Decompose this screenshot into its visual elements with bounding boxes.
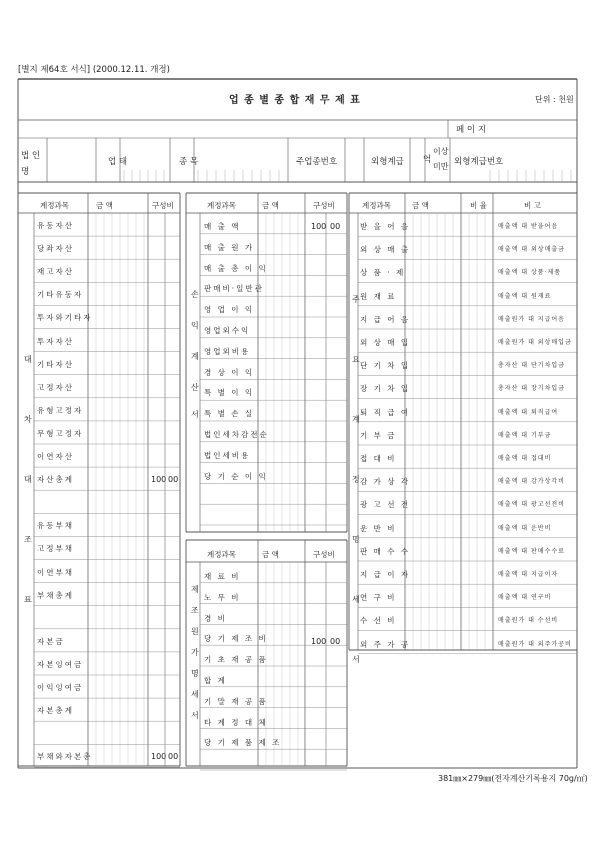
ratio-remark-5: 매출원가 대 외상매입금 bbox=[498, 339, 572, 346]
ratio-row-label-9: 기 부 금 bbox=[360, 430, 397, 440]
ratio-remark-16: 매출액 대 연구비 bbox=[498, 594, 552, 602]
cost-side-7: 서 bbox=[191, 711, 199, 720]
cost-side-2: 조 bbox=[191, 606, 199, 615]
ratio-remark-15: 매출액 대 지급이자 bbox=[498, 571, 559, 578]
is-row-label-10: 법인세차감전순 bbox=[204, 430, 269, 439]
form-number: [별지 제64호 서식] (2000.12.11. 개정) bbox=[18, 65, 170, 75]
cost-value: 100 bbox=[311, 637, 327, 646]
ratio-side-3: 계 bbox=[352, 415, 360, 424]
ratio-remark-11: 매출액 대 감가상각비 bbox=[498, 478, 565, 486]
ratio-account-header: 계정과목 bbox=[362, 201, 391, 210]
ratio-remark-3: 매출액 대 원재료 bbox=[498, 292, 552, 300]
item-label: 종 목 bbox=[179, 157, 199, 167]
is-row-label-2: 매 출 총 이 익 bbox=[204, 263, 268, 273]
unit-label: 단위 : 천원 bbox=[535, 95, 574, 104]
ratio-row-label-16: 연 구 비 bbox=[360, 593, 397, 603]
is-ratio-header: 구성비 bbox=[313, 201, 335, 210]
ratio-row-label-5: 외 상 매 입 bbox=[360, 338, 411, 347]
total-asset-value: 100 bbox=[151, 475, 167, 484]
ratio-row-label-18: 외 주 가 공 bbox=[360, 639, 411, 649]
ratio-side-7: 서 bbox=[352, 655, 360, 664]
ratio-row-label-10: 접 대 비 bbox=[360, 454, 397, 463]
cost-row-label-8: 당 기 제 품 제 조 bbox=[204, 738, 282, 748]
ratio-side-1: 주 bbox=[352, 295, 360, 304]
sales-dec: 00 bbox=[330, 222, 341, 231]
ratio-side-6: 세 bbox=[352, 595, 360, 604]
bs-row-label-5: 투자자산 bbox=[37, 336, 74, 346]
bs-account-header: 계정과목 bbox=[40, 201, 69, 210]
bs-row-label-20: 이익잉여금 bbox=[37, 683, 84, 692]
cost-row-label-6: 기 말 재 공 품 bbox=[204, 696, 268, 706]
ratio-remark-2: 매출액 대 상품·제품 bbox=[498, 269, 562, 277]
bs-row-label-9: 무형고정자 bbox=[37, 428, 84, 438]
ratio-row-label-12: 광 고 선 전 bbox=[360, 500, 411, 510]
bs-row-label-18: 자본금 bbox=[37, 636, 65, 646]
bs-row-label-14: 고정부채 bbox=[37, 544, 74, 554]
bs-amount-header: 금 액 bbox=[96, 201, 113, 210]
cost-side-1: 제 bbox=[191, 585, 199, 594]
ratio-remark-9: 매출액 대 기부금 bbox=[498, 431, 552, 439]
sales-value: 100 bbox=[311, 222, 327, 231]
page-label: 페 이 지 bbox=[456, 125, 487, 135]
bs-ratio-header: 구성비 bbox=[152, 201, 174, 210]
ratio-remark-12: 매출액 대 광고선전비 bbox=[498, 501, 565, 509]
ratio-remark-17: 매출원가 대 수선비 bbox=[498, 617, 559, 625]
is-account-header: 계정과목 bbox=[207, 201, 236, 210]
total-dec: 00 bbox=[168, 752, 179, 761]
cost-row-label-1: 노 무 비 bbox=[204, 592, 241, 602]
ratio-row-label-8: 퇴 직 급 여 bbox=[360, 407, 411, 417]
is-row-label-1: 매 출 원 가 bbox=[204, 242, 255, 252]
ratio-row-label-7: 장 기 차 입 bbox=[360, 384, 411, 394]
is-amount-header: 금 액 bbox=[262, 201, 279, 210]
ratio-side-2: 요 bbox=[352, 355, 360, 364]
ratio-remark-10: 매출액 대 접대비 bbox=[498, 455, 552, 462]
cost-row-label-3: 당 기 제 조 비 bbox=[204, 634, 268, 644]
is-row-label-12: 당 기 순 이 익 bbox=[204, 471, 268, 481]
ratio-remark-0: 매출액 대 받을어음 bbox=[498, 223, 559, 230]
bs-row-label-23: 부채와자본총 bbox=[37, 752, 93, 762]
cost-row-label-0: 재 료 비 bbox=[204, 572, 241, 581]
biz-reg-label: 주업종번호 bbox=[296, 157, 338, 167]
bs-side-1: 대 bbox=[24, 355, 32, 364]
bs-row-label-3: 기타유동자 bbox=[37, 290, 84, 300]
is-side-5: 서 bbox=[191, 410, 199, 419]
remark-header: 비 고 bbox=[524, 201, 541, 210]
ratio-remark-4: 매출원가 대 지급어음 bbox=[498, 315, 565, 323]
is-row-label-9: 특 별 손 실 bbox=[204, 409, 255, 419]
bs-row-label-1: 당좌자산 bbox=[37, 244, 74, 254]
bs-row-label-2: 재고자산 bbox=[37, 267, 74, 277]
ratio-row-label-13: 운 반 비 bbox=[360, 523, 397, 533]
is-row-label-6: 영업외비용 bbox=[204, 346, 251, 356]
audit-code-label: 외형계급번호 bbox=[454, 157, 504, 167]
ratio-row-label-0: 받 을 어 음 bbox=[360, 222, 411, 231]
page-title: 업 종 별 종 합 재 무 제 표 bbox=[229, 95, 361, 106]
is-side-1: 손 bbox=[191, 290, 199, 299]
ratio-row-label-15: 지 급 이 자 bbox=[360, 570, 411, 579]
total-value: 100 bbox=[151, 752, 167, 761]
ratio-remark-1: 매출액 대 외상매출금 bbox=[498, 246, 565, 254]
business-type-label: 업 태 bbox=[108, 157, 128, 167]
scale-below: 미만 bbox=[433, 162, 449, 171]
cost-row-label-5: 합 계 bbox=[204, 676, 227, 685]
is-side-4: 산 bbox=[191, 383, 199, 392]
cost-side-3: 원 bbox=[191, 627, 199, 636]
cost-row-label-4: 기 초 재 공 품 bbox=[204, 655, 268, 665]
audit-label: 외형계급 bbox=[371, 157, 404, 167]
is-row-label-4: 영 업 이 익 bbox=[204, 305, 255, 315]
ratio-row-label-6: 단 기 차 입 bbox=[360, 361, 411, 371]
cost-amount-header: 금 액 bbox=[262, 550, 279, 559]
ratio-row-label-14: 판 매 수 수 bbox=[360, 546, 411, 556]
is-side-2: 익 bbox=[191, 321, 199, 330]
bs-row-label-8: 유형고정자 bbox=[37, 405, 84, 415]
cost-row-label-2: 경 비 bbox=[204, 613, 227, 623]
scale-above: 이상 bbox=[433, 147, 449, 156]
ratio-remark-8: 매출액 대 퇴직급여 bbox=[498, 408, 559, 416]
bs-row-label-16: 부채총계 bbox=[37, 590, 74, 600]
cost-side-6: 세 bbox=[191, 690, 199, 699]
ratio-remark-18: 매출원가 대 외주가공비 bbox=[498, 640, 572, 648]
is-row-label-7: 경 상 이 익 bbox=[204, 367, 255, 377]
ratio-remark-7: 총자산 대 장기차입금 bbox=[498, 385, 565, 393]
cost-side-5: 명 bbox=[191, 669, 199, 678]
ratio-row-label-1: 외 상 매 출 bbox=[360, 245, 411, 255]
cost-side-4: 가 bbox=[191, 648, 199, 657]
ratio-remark-13: 매출액 대 운반비 bbox=[498, 524, 552, 532]
bs-row-label-21: 자본총계 bbox=[37, 706, 74, 716]
bs-row-label-10: 이연자산 bbox=[37, 452, 74, 461]
ratio-side-4: 정 bbox=[352, 475, 360, 484]
ratio-ratio-header: 비 율 bbox=[470, 201, 487, 210]
bs-row-label-0: 유동자산 bbox=[37, 221, 74, 230]
bs-side-4: 조 bbox=[24, 535, 32, 544]
ratio-side-5: 명 bbox=[352, 535, 360, 544]
corp-name-label-2: 명 bbox=[21, 167, 30, 177]
cost-account-header: 계정과목 bbox=[207, 550, 236, 559]
bs-row-label-13: 유동부채 bbox=[37, 521, 74, 531]
is-side-3: 계 bbox=[191, 352, 199, 361]
bs-row-label-15: 이연부채 bbox=[37, 567, 74, 577]
is-row-label-8: 특 별 이 익 bbox=[204, 388, 255, 398]
bs-row-label-6: 기타자산 bbox=[37, 359, 74, 369]
ratio-row-label-4: 지 급 어 음 bbox=[360, 314, 411, 324]
cost-ratio-header: 구성비 bbox=[313, 550, 335, 559]
cost-row-label-7: 타 계 정 대 체 bbox=[204, 717, 268, 727]
is-row-label-5: 영업외수익 bbox=[204, 326, 251, 335]
bs-side-3: 대 bbox=[24, 475, 32, 484]
ratio-remark-14: 매출액 대 판매수수료 bbox=[498, 547, 565, 555]
ratio-remark-6: 총자산 대 단기차입금 bbox=[498, 362, 565, 370]
scale-unit: 억 bbox=[423, 155, 432, 165]
is-row-label-11: 법인세비용 bbox=[204, 450, 251, 460]
ratio-row-label-17: 수 선 비 bbox=[360, 616, 397, 626]
bs-side-5: 표 bbox=[24, 595, 32, 604]
is-row-label-0: 매 출 액 bbox=[204, 222, 241, 231]
bs-side-2: 차 bbox=[24, 415, 32, 424]
ratio-amount-header: 금 액 bbox=[412, 201, 429, 210]
ratio-row-label-11: 감 가 상 각 bbox=[360, 477, 411, 487]
ratio-row-label-2: 상 품 · 제 bbox=[360, 268, 406, 278]
paper-spec: 381㎜×279㎜(전자계산기록용지 70g/㎡) bbox=[438, 774, 588, 783]
bs-row-label-11: 자산총계 bbox=[37, 475, 74, 485]
cost-dec: 00 bbox=[330, 637, 341, 646]
bs-row-label-19: 자본잉여금 bbox=[37, 659, 84, 669]
bs-row-label-4: 투자와기타자 bbox=[37, 313, 93, 323]
ratio-row-label-3: 원 재 료 bbox=[360, 291, 397, 301]
is-row-label-3: 판매비·일반관 bbox=[204, 284, 264, 294]
bs-row-label-7: 고정자산 bbox=[37, 382, 74, 392]
total-asset-dec: 00 bbox=[168, 475, 179, 484]
corp-name-label: 법 인 bbox=[21, 151, 41, 161]
